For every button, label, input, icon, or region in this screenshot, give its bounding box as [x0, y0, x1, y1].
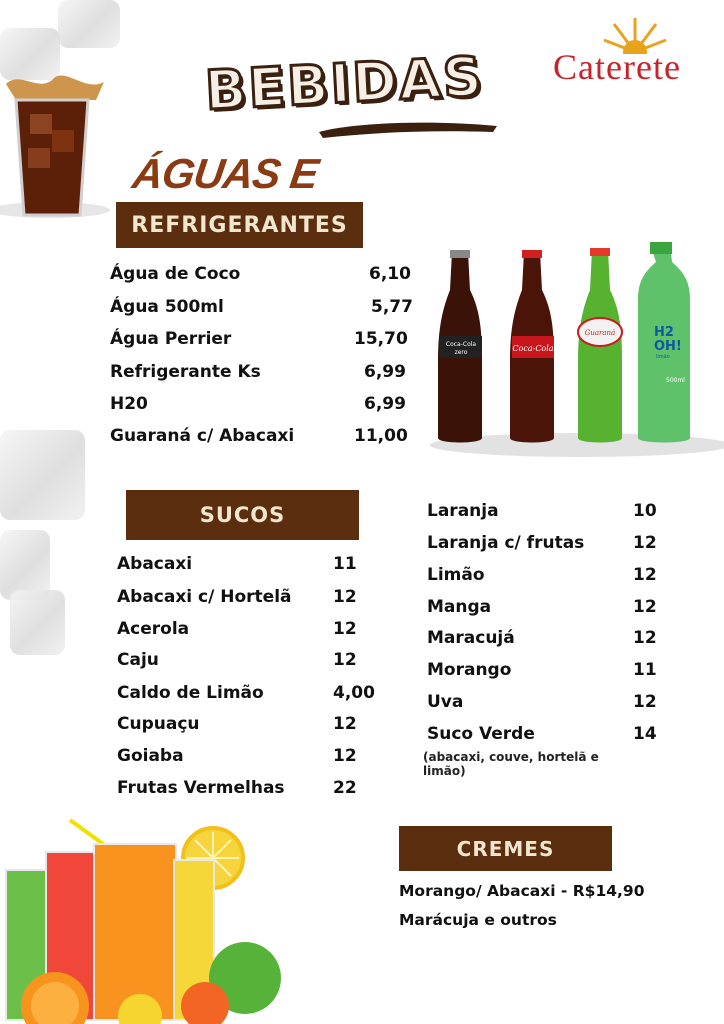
list-item-price: 12	[633, 565, 657, 585]
list-item: Água de Coco	[110, 264, 241, 284]
suco-verde-note: (abacaxi, couve, hortelã e limão)	[423, 750, 599, 778]
bottles-illustration	[420, 240, 724, 460]
banner-label: REFRIGERANTES	[131, 212, 348, 238]
list-item: Maracujá	[427, 628, 515, 648]
svg-text:Coca-Cola: Coca-Cola	[512, 344, 554, 353]
svg-text:OH!: OH!	[654, 339, 682, 354]
banner-label: SUCOS	[199, 503, 286, 527]
list-item-price: 11	[333, 554, 357, 574]
list-item: Manga	[427, 597, 492, 617]
list-item: Limão	[427, 565, 485, 585]
list-item: Abacaxi	[117, 554, 193, 574]
list-item: Laranja	[427, 501, 499, 521]
list-item: Refrigerante Ks	[110, 362, 261, 382]
page-title: BEBIDAS	[203, 44, 486, 123]
list-item-price: 12	[333, 746, 357, 766]
list-item-price: 12	[333, 587, 357, 607]
list-item: Guaraná c/ Abacaxi	[110, 426, 295, 446]
juice-glasses-illustration	[0, 810, 300, 1024]
list-item: Frutas Vermelhas	[117, 778, 285, 798]
list-item: Laranja c/ frutas	[427, 533, 585, 553]
svg-text:zero: zero	[454, 349, 468, 356]
list-item-price: 6,99	[364, 362, 406, 382]
list-item-price: 12	[633, 597, 657, 617]
list-item: Caju	[117, 650, 159, 670]
cremes-line: Morango/ Abacaxi - R$14,90	[399, 882, 645, 900]
list-item-price: 6,10	[369, 264, 411, 284]
list-item: Abacaxi c/ Hortelã	[117, 587, 292, 607]
ice-cube-decoration	[0, 430, 85, 520]
ice-cube-decoration	[10, 590, 65, 655]
ice-cube-decoration	[58, 0, 120, 48]
list-item: Água 500ml	[110, 297, 224, 317]
list-item-price: 15,70	[354, 329, 408, 349]
list-item-price: 11	[633, 660, 657, 680]
banner-label: CREMES	[456, 836, 555, 861]
list-item: Morango	[427, 660, 512, 680]
list-item-price: 5,77	[371, 297, 413, 317]
list-item-price: 22	[333, 778, 357, 798]
svg-text:H2: H2	[654, 325, 674, 340]
list-item-price: 12	[633, 533, 657, 553]
list-item: Água Perrier	[110, 329, 232, 349]
list-item-price: 12	[333, 650, 357, 670]
list-item-price: 11,00	[354, 426, 408, 446]
list-item-price: 4,00	[333, 683, 375, 703]
svg-text:500ml: 500ml	[666, 377, 685, 384]
banner-sucos	[126, 490, 359, 540]
section-heading-aguas: ÁGUAS E	[129, 150, 321, 197]
list-item-price: 12	[333, 619, 357, 639]
list-item: Suco Verde	[427, 724, 535, 744]
list-item: Goiaba	[117, 746, 184, 766]
list-item-price: 12	[633, 628, 657, 648]
soda-glass-illustration	[0, 70, 115, 220]
list-item-price: 12	[333, 714, 357, 734]
banner-refrigerantes	[116, 202, 363, 248]
brush-stroke-decoration	[315, 118, 500, 140]
list-item: Caldo de Limão	[117, 683, 264, 703]
list-item-price: 6,99	[364, 394, 406, 414]
list-item: Acerola	[117, 619, 190, 639]
brand-logo: Caterete	[553, 47, 681, 87]
list-item: Cupuaçu	[117, 714, 200, 734]
list-item-price: 10	[633, 501, 657, 521]
svg-text:limão: limão	[656, 354, 670, 360]
cremes-line: Marácuja e outros	[399, 911, 557, 929]
list-item: H20	[110, 394, 148, 414]
list-item-price: 12	[633, 692, 657, 712]
svg-text:Coca-Cola: Coca-Cola	[445, 341, 477, 348]
list-item: Uva	[427, 692, 464, 712]
banner-cremes	[399, 826, 612, 871]
list-item-price: 14	[633, 724, 657, 744]
svg-text:Guaraná: Guaraná	[584, 329, 616, 337]
